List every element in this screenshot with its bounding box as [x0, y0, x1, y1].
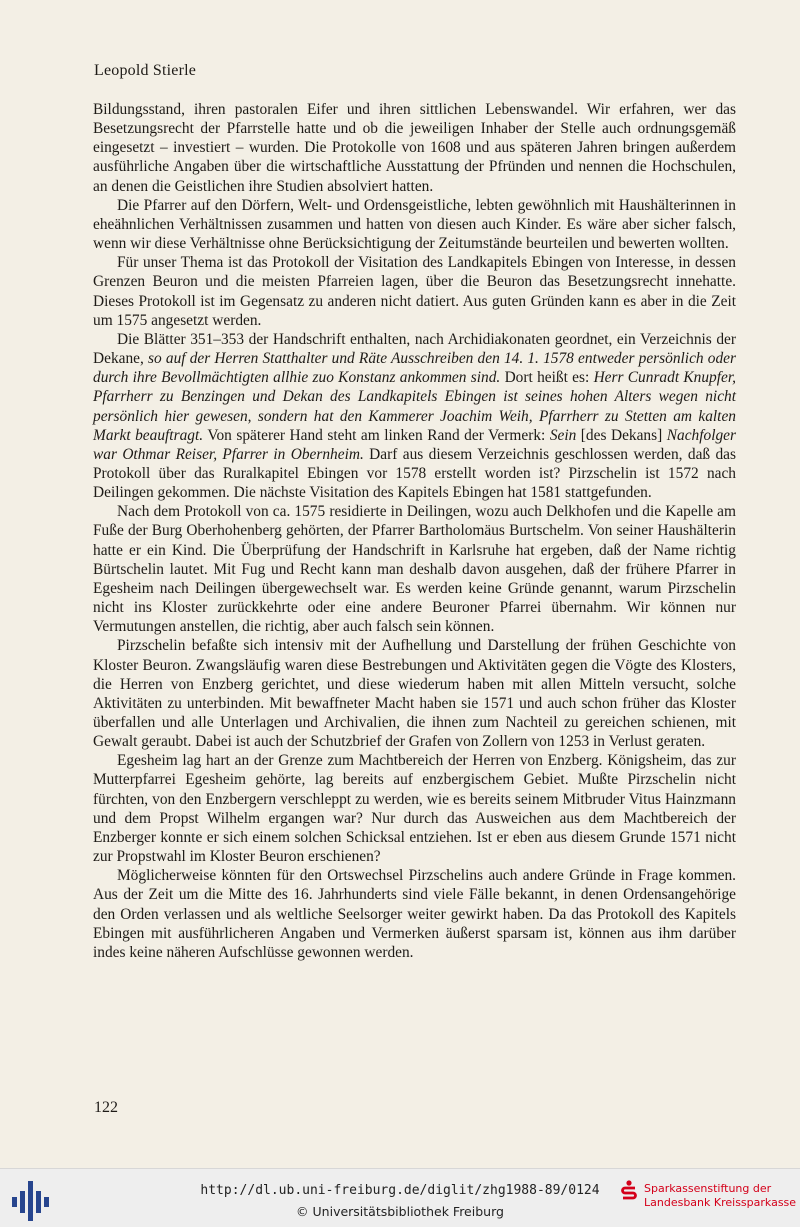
running-head: Leopold Stierle [94, 62, 197, 79]
body-paragraph: Bildungsstand, ihren pastoralen Eifer und ihren sittlichen Lebenswandel. Wir erfahren, wer das Besetzungsrecht der Pfarrstelle hatte und ob die jeweiligen Inhaber der Stelle auch ordnungsgemäß eingesetzt – investiert – wurden. Die Protokolle von 1608 und aus späteren Jahren bringen außerdem ausführliche Angaben über die wirtschaftliche Ausstattung der Pfründen und nennen die Hochschulen, an denen die Geistlichen ihre Studien absolviert hatten. [93, 101, 736, 195]
body-paragraph: Die Pfarrer auf den Dörfern, Welt- und Ordensgeistliche, lebten gewöhnlich mit Haushälterinnen in eheähnlichen Verhältnissen zusammen und hatten von diesen auch Kinder. Es wäre aber sicher falsch, wenn wir diese Verhältnisse ohne Berücksichtigung der Zeitumstände beurteilen und bewerten wollten. [93, 196, 736, 253]
page-number: 122 [94, 1099, 118, 1116]
body-paragraph: Die Blätter 351–353 der Handschrift enthalten, nach Archidiakonaten geordnet, ein Verzeichnis der Dekane, so auf der Herren Statthalter und Räte Ausschreiben den 14. 1. 1578 entweder persönlich oder durch ihre Bevollmächtigten allhie zuo Konstanz ankommen sind. Dort heißt es: Herr Cunradt Knupfer, Pfarrherr zu Benzingen und Dekan des Landkapitels Ebingen ist seines hohen Alters wegen nicht persönlich hier gewesen, sondern hat den Kammerer Joachim Weih, Pfarrherr zu Stetten am kalten Markt beauftragt. Von späterer Hand steht am linken Rand der Vermerk: Sein [des Dekans] Nachfolger war Othmar Reiser, Pfarrer in Obernheim. Darf aus diesem Verzeichnis geschlossen werden, daß das Protokoll über das Ruralkapitel Ebingen vor 1578 erstellt worden ist? Pirzschelin ist 1572 nach Deilingen gekommen. Die nächste Visitation des Kapitels Ebingen hat 1581 stattgefunden. [93, 330, 736, 502]
body-paragraph: Egesheim lag hart an der Grenze zum Machtbereich der Herren von Enzberg. Königsheim, das zur Mutterpfarrei Egesheim gehörte, lag bereits auf enzbergischem Gebiet. Mußte Pirzschelin nicht fürchten, von den Enzbergern verschleppt zu werden, wie es bereits seinem Mitbruder Vitus Hainzmann und dem Propst Wilhelm ergangen war? Nur durch das Ausweichen aus dem Machtbereich der Enzberger konnte er sich einem solchen Schicksal entziehen. Ist er eben aus diesem Grunde 1571 nicht zur Propstwahl im Kloster Beuron erschienen? [93, 752, 736, 866]
ub-freiburg-logo-icon [10, 1177, 50, 1221]
copyright-text: © Universitätsbibliothek Freiburg [296, 1204, 504, 1219]
body-paragraph: Möglicherweise könnten für den Ortswechsel Pirzschelins auch andere Gründe in Frage kommen. Aus der Zeit um die Mitte des 16. Jahrhunderts sind viele Fälle bekannt, in denen Ordensangehörige den Orden verlassen und als weltliche Seelsorger weiter gewirkt haben. Da das Protokoll des Kapitels Ebingen mit ausführlicheren Angaben und Vermerken äußerst sparsam ist, können aus ihm darüber indes keine näheren Aufschlüsse gewonnen werden. [93, 867, 736, 961]
sponsor-line-2: Landesbank Kreissparkasse [644, 1196, 797, 1209]
source-url-link[interactable]: http://dl.ub.uni-freiburg.de/diglit/zhg1988-89/0124 [200, 1183, 600, 1198]
body-paragraph: Für unser Thema ist das Protokoll der Visitation des Landkapitels Ebingen von Interesse, in dessen Grenzen Beuron und die meisten Pfarreien lagen, über die Beuron das Besetzungsrecht innehatte. Dieses Protokoll ist im Gegensatz zu anderen nicht datiert. Aus guten Gründen kann es aber in die Zeit um 1575 angesetzt werden. [93, 254, 736, 329]
sparkasse-s-icon [620, 1180, 638, 1202]
body-paragraph: Nach dem Protokoll von ca. 1575 residierte in Deilingen, wozu auch Delkhofen und die Kapelle am Fuße der Burg Oberhohenberg gehörten, der Pfarrer Bartholomäus Burtschelm. Von seiner Haushälterin hatte er ein Kind. Die Überprüfung der Handschrift in Karlsruhe hat ergeben, daß der Name richtig Bürtschelin lautet. Mit Fug und Recht kann man deshalb davon ausgehen, daß der frühere Pfarrer in Egesheim nach Deilingen übergewechselt war. Es werden keine Gründe genannt, warum Pirzschelin nicht ins Kloster zurückkehrte oder eine andere Beuroner Pfarrei übernahm. Wir können nur Vermutungen anstellen, die richtig, aber auch falsch sein können. [93, 503, 736, 636]
body-paragraph: Pirzschelin befaßte sich intensiv mit der Aufhellung und Darstellung der frühen Geschichte von Kloster Beuron. Zwangsläufig waren diese Bestrebungen und Aktivitäten gegen die Vögte des Klosters, die Herren von Enzberg gerichtet, und diese wiederum haben mit allen Mitteln versucht, solche Aktivitäten zu unterbinden. Mit bewaffneter Macht haben sie 1571 und auch schon früher das Kloster überfallen und alle Unterlagen und Archivalien, die ihnen zum Nachteil zu gereichen schienen, mit Gewalt geraubt. Dabei ist auch der Schutzbrief der Grafen von Zollern von 1253 in Verlust geraten. [93, 637, 736, 751]
body-text [93, 100, 736, 962]
sponsor-line-1: Sparkassenstiftung der [644, 1182, 772, 1195]
sponsor-name [644, 1182, 797, 1210]
viewer-footer [0, 1168, 800, 1227]
